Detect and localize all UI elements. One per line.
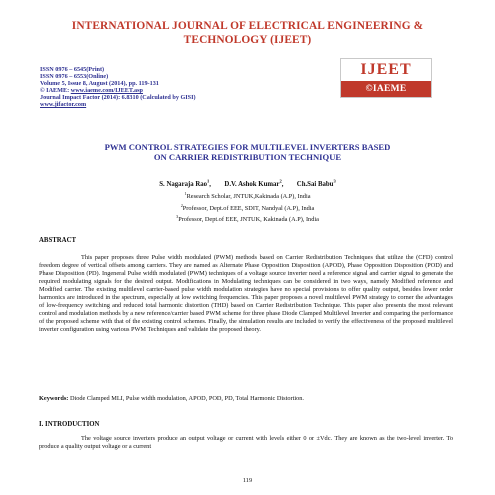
author-3: [297, 181, 336, 188]
affiliation-text: Professor, Dept.of EEE, JNTUK, Kakinada (A.P), India: [178, 216, 319, 224]
issn-print: ISSN 0976 – 6545(Print): [40, 66, 105, 73]
logo-title: IJEET: [360, 61, 412, 78]
issn-online: ISSN 0976 – 6553(Online): [40, 73, 109, 81]
affiliation-sup: 3: [176, 214, 179, 219]
iaeme-link[interactable]: www.iaeme.com/IJEET.asp: [70, 87, 143, 95]
jifactor-link[interactable]: www.jifactor.com: [40, 101, 87, 109]
author-sep: ,: [209, 181, 211, 189]
affiliation-1: [0, 190, 495, 202]
abstract-body: This paper proposes three Pulse width modulated (PWM) methods based on Carrier Redistribution Techniques that utilize the (CFD) control freedom degree of vertical offsets among carriers. They are named as Alternate Phase Opposition Disposition (APOD), Phase Opposition Disposition (POD) and Phase Disposition (PD). Ingeneral Pulse width modulated (PWM) techniques of a voltage source inverter need a reference signal and carrier signal to generate the required modulating signals for the desired output. Modifications in Modulating techniques can be considered in two ways, namely Modified reference and Modified carrier. The existing multilevel carrier-based pulse width modulation strategies have no special provisions to offer quality output, besides lower order harmonics are introduced in the spectrum, especially at low switching frequencies. This paper proposes a novel multilevel PWM strategy to corner the advantages of low-frequency switching and reduced total harmonic distortion (THD) based on Carrier Redistribution Technique. This paper also presents the most relevant control and modulation methods by a new reference/carrier based PWM scheme for three phase Diode Clamped Multilevel Inverter and comparing the performance of the proposed scheme with that of the existing control schemes. Finally, the simulation results are included to verify the effectiveness of the proposed multilevel inverter configuration using various PWM Techniques and validate the proposed theory.: [39, 254, 453, 334]
volume-issue: Volume 5, Issue 8, August (2014), pp. 119-131: [40, 80, 159, 88]
paper-title-line1: PWM CONTROL STRATEGIES FOR MULTILEVEL INVERTERS BASED: [104, 142, 391, 152]
impact-factor: Journal Impact Factor (2014): 6.8310 (Calculated by GISI): [40, 94, 196, 102]
ijeet-logo: [340, 58, 432, 98]
introduction-heading: I. INTRODUCTION: [39, 421, 100, 428]
iaeme-line: [40, 87, 196, 94]
keywords: [39, 395, 453, 403]
affiliation-text: Research Scholar, JNTUK,Kakinada (A.P), India: [186, 193, 311, 201]
paper-title-line2: ON CARRIER REDISTRIBUTION TECHNIQUE: [153, 152, 342, 162]
iaeme-prefix: © IAEME:: [40, 87, 71, 95]
author-name: D.V. Ashok Kumar: [224, 181, 280, 189]
author-sup: 2: [279, 179, 282, 184]
author-name: Ch.Sai Babu: [296, 181, 334, 189]
logo-publisher: ©IAEME: [341, 81, 431, 97]
introduction-body: The voltage source inverters produce an output voltage or current with levels either 0 or ±Vdc. They are known as the two-level inverter. To produce a quality output voltage or a current: [39, 435, 453, 451]
author-sep: ,: [281, 181, 284, 189]
paper-title: [0, 142, 495, 162]
affiliation-sup: 1: [184, 191, 187, 196]
journal-meta: [40, 66, 196, 109]
author-list: [0, 177, 495, 189]
author-sup: 3: [333, 179, 336, 184]
keywords-label: Keywords:: [39, 395, 69, 402]
author-name: S. Nagaraja Rao: [159, 181, 208, 189]
author-2: [224, 181, 283, 188]
affiliation-3: [0, 213, 495, 225]
journal-title: [0, 19, 495, 47]
affiliation-2: [0, 202, 495, 214]
page-number: 119: [242, 477, 253, 484]
author-sup: 1: [207, 179, 210, 184]
journal-title-line1: INTERNATIONAL JOURNAL OF ELECTRICAL ENGINEERING &: [71, 20, 424, 32]
affiliation-text: Professor, Dept.of EEE, SDIT, Nandyal (A.P), India: [182, 204, 315, 212]
affiliation-sup: 2: [180, 202, 183, 208]
keywords-text: Diode Clamped MLI, Pulse width modulation, APOD, POD, PD, Total Harmonic Distortion.: [68, 395, 304, 402]
author-1: [159, 181, 211, 188]
journal-title-line2: TECHNOLOGY (IJEET): [183, 34, 312, 46]
affiliations: [0, 190, 495, 225]
abstract-heading: ABSTRACT: [39, 237, 77, 244]
